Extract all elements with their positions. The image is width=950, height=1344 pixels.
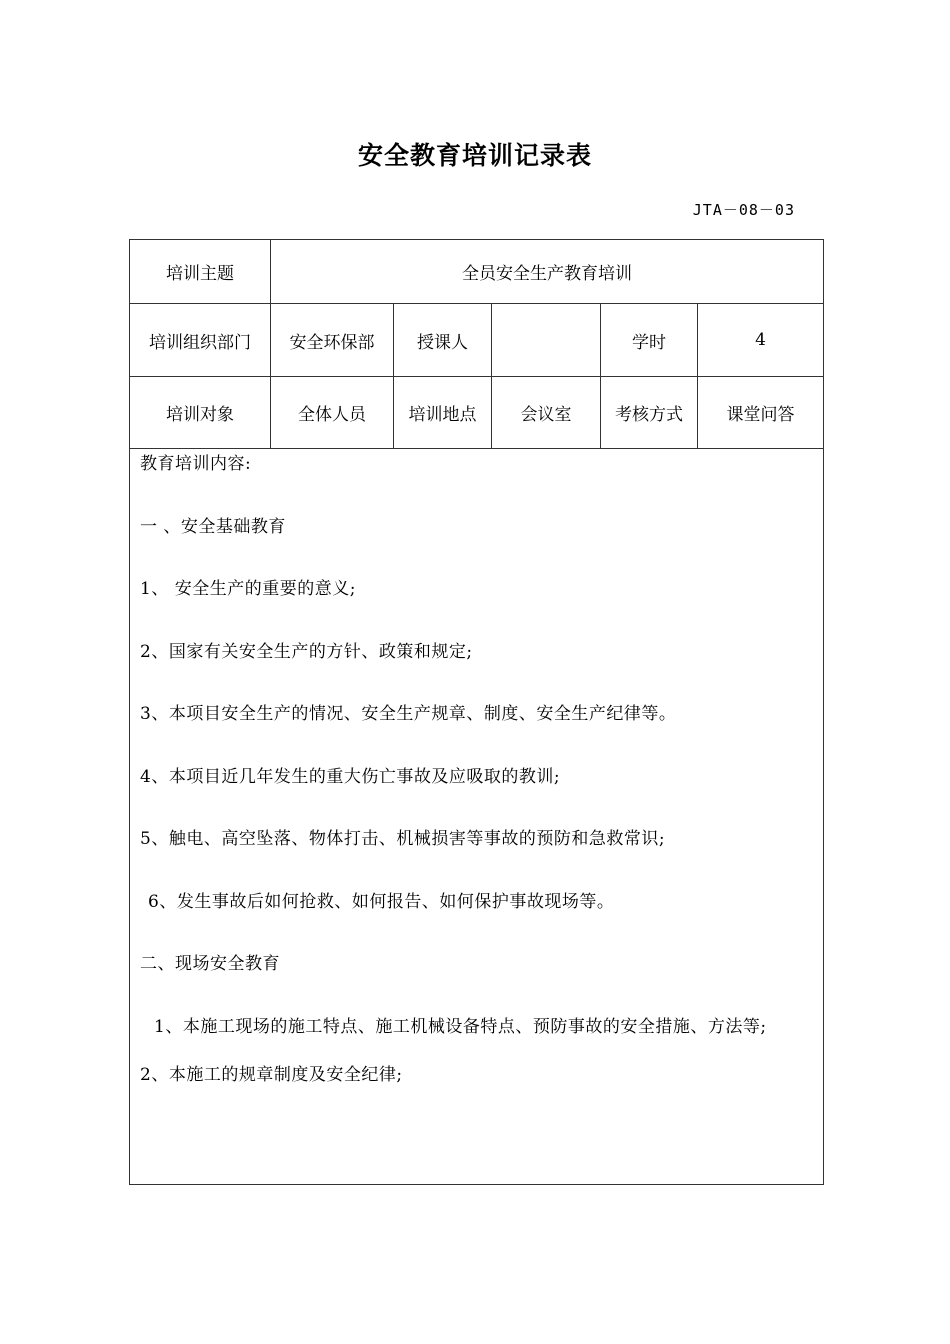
content-line: 一 、安全基础教育: [140, 516, 286, 537]
org-label: 培训组织部门: [130, 304, 271, 377]
content-heading: 教育培训内容:: [140, 454, 252, 474]
content-line: 二、现场安全教育: [140, 954, 280, 974]
topic-label: 培训主题: [130, 240, 271, 304]
location-value: 会议室: [492, 377, 601, 449]
topic-value: 全员安全生产教育培训: [271, 240, 824, 304]
org-value: 安全环保部: [271, 304, 394, 377]
table-row-organization: [130, 304, 824, 377]
content-line: 1、 安全生产的重要的意义;: [140, 579, 356, 599]
assessment-label: 考核方式: [601, 377, 698, 449]
table-row-content: [130, 449, 824, 1185]
document-code: JTA－08－03: [692, 201, 795, 219]
lecturer-label: 授课人: [394, 304, 492, 377]
content-line: 2、本施工的规章制度及安全纪律;: [140, 1064, 403, 1085]
content-line: 2、国家有关安全生产的方针、政策和规定;: [140, 641, 473, 662]
page-title: 安全教育培训记录表: [357, 141, 592, 170]
target-value: 全体人员: [271, 377, 394, 449]
lecturer-value: [492, 304, 601, 377]
content-line: 4、本项目近几年发生的重大伤亡事故及应吸取的教训;: [140, 766, 561, 787]
training-record-table: [129, 239, 824, 1185]
location-label: 培训地点: [394, 377, 492, 449]
training-content: [130, 449, 823, 1126]
content-cell: [130, 449, 824, 1185]
table-row-topic: [130, 240, 824, 304]
content-line: 6、发生事故后如何抢救、如何报告、如何保护事故现场等。: [148, 891, 615, 912]
assessment-value: 课堂问答: [698, 377, 824, 449]
content-line: 3、本项目安全生产的情况、安全生产规章、制度、安全生产纪律等。: [140, 704, 677, 724]
hours-value: 4: [698, 304, 824, 377]
hours-label: 学时: [601, 304, 698, 377]
content-line: 5、触电、高空坠落、物体打击、机械损害等事故的预防和急救常识;: [140, 829, 666, 849]
table-row-target: [130, 377, 824, 449]
content-line: 1、本施工现场的施工特点、施工机械设备特点、预防事故的安全措施、方法等;: [154, 1016, 767, 1037]
target-label: 培训对象: [130, 377, 271, 449]
